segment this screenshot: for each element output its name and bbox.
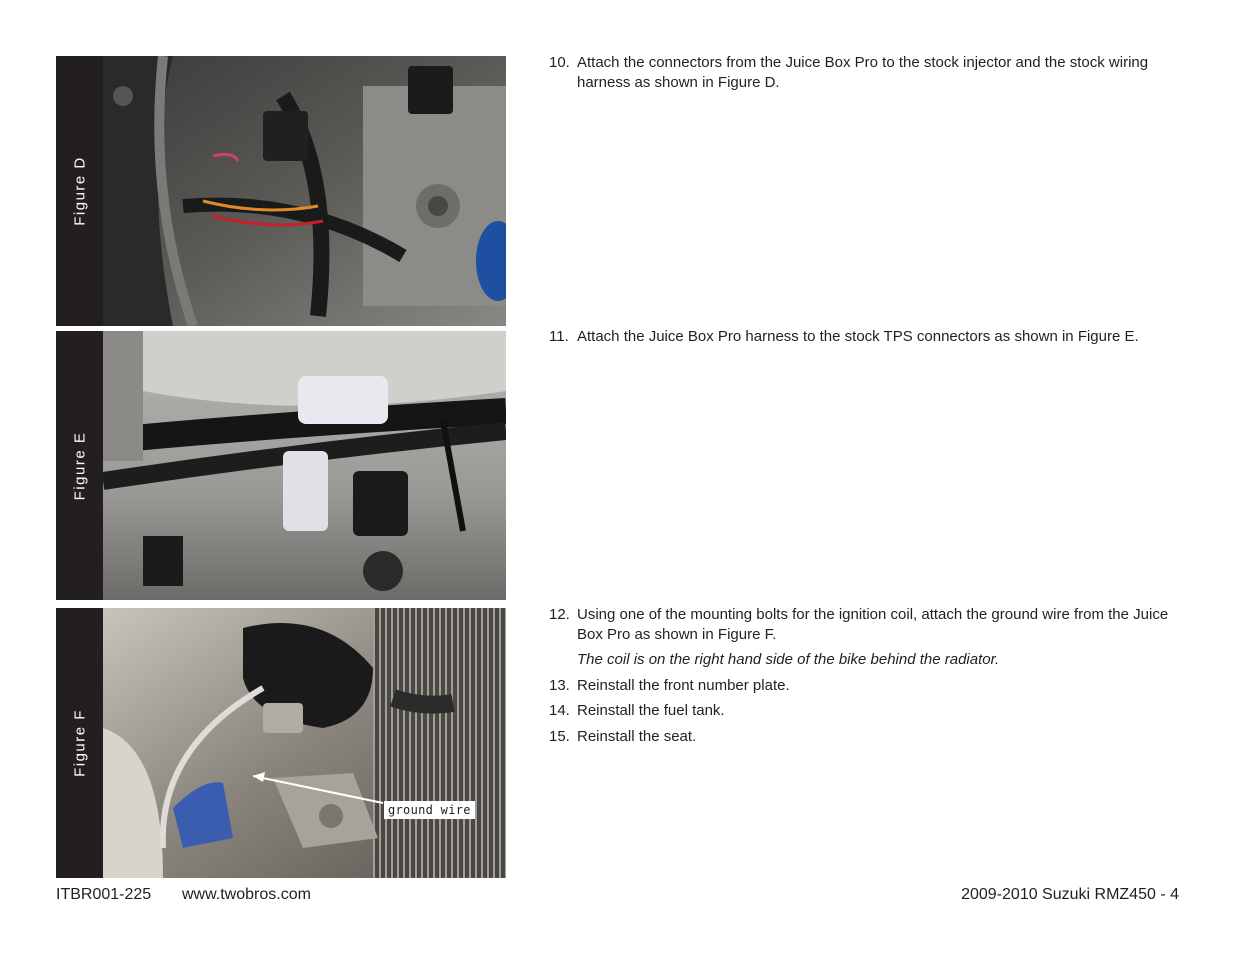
steps-block-1	[549, 53, 1179, 92]
figure-f-label: Figure F	[71, 709, 88, 777]
footer-website: www.twobros.com	[182, 886, 311, 903]
step-10-number: 10.	[549, 54, 570, 71]
figure-f	[56, 608, 506, 878]
figure-d-photo	[103, 56, 506, 326]
ground-wire-callout: ground wire	[384, 801, 475, 819]
footer-part-number: ITBR001-225	[56, 886, 152, 903]
figure-e	[56, 331, 506, 600]
figure-e-label-bar	[56, 331, 103, 600]
figure-e-photo	[103, 331, 506, 600]
steps-block-2	[549, 327, 1149, 347]
steps-block-3	[549, 605, 1189, 746]
step-12	[549, 605, 1189, 644]
figure-d	[56, 56, 506, 326]
figure-d-label-bar	[56, 56, 103, 326]
step-15	[549, 727, 1189, 747]
step-12-note: The coil is on the right hand side of the bike behind the radiator.	[577, 651, 1000, 668]
step-11	[549, 327, 1149, 347]
step-12-number: 12.	[549, 606, 570, 623]
footer-model-page: 2009-2010 Suzuki RMZ450 - 4	[961, 886, 1179, 903]
step-14	[549, 701, 1189, 721]
figure-f-photo	[103, 608, 506, 878]
step-15-number: 15.	[549, 727, 570, 745]
step-15-text: Reinstall the seat.	[577, 727, 697, 745]
step-10	[549, 53, 1179, 92]
figure-d-image	[103, 56, 506, 326]
step-11-number: 11.	[549, 328, 569, 345]
figure-f-label-bar	[56, 608, 103, 878]
step-14-number: 14.	[549, 702, 570, 719]
step-10-text: Attach the connectors from the Juice Box Pro to the stock injector and the stock wiring harness as shown in Figure D.	[577, 54, 1149, 91]
figure-e-label: Figure E	[71, 431, 88, 500]
step-11-text: Attach the Juice Box Pro harness to the stock TPS connectors as shown in Figure E.	[577, 328, 1139, 345]
figure-d-label: Figure D	[71, 156, 88, 226]
step-12-text: Using one of the mounting bolts for the ignition coil, attach the ground wire from the Juice Box Pro as shown in Figure F.	[577, 606, 1169, 643]
figure-f-image	[103, 608, 506, 878]
step-13	[549, 676, 1189, 696]
step-13-number: 13.	[549, 676, 570, 694]
step-13-text: Reinstall the front number plate.	[577, 676, 790, 694]
figure-e-image	[103, 331, 506, 600]
step-14-text: Reinstall the fuel tank.	[577, 702, 725, 719]
